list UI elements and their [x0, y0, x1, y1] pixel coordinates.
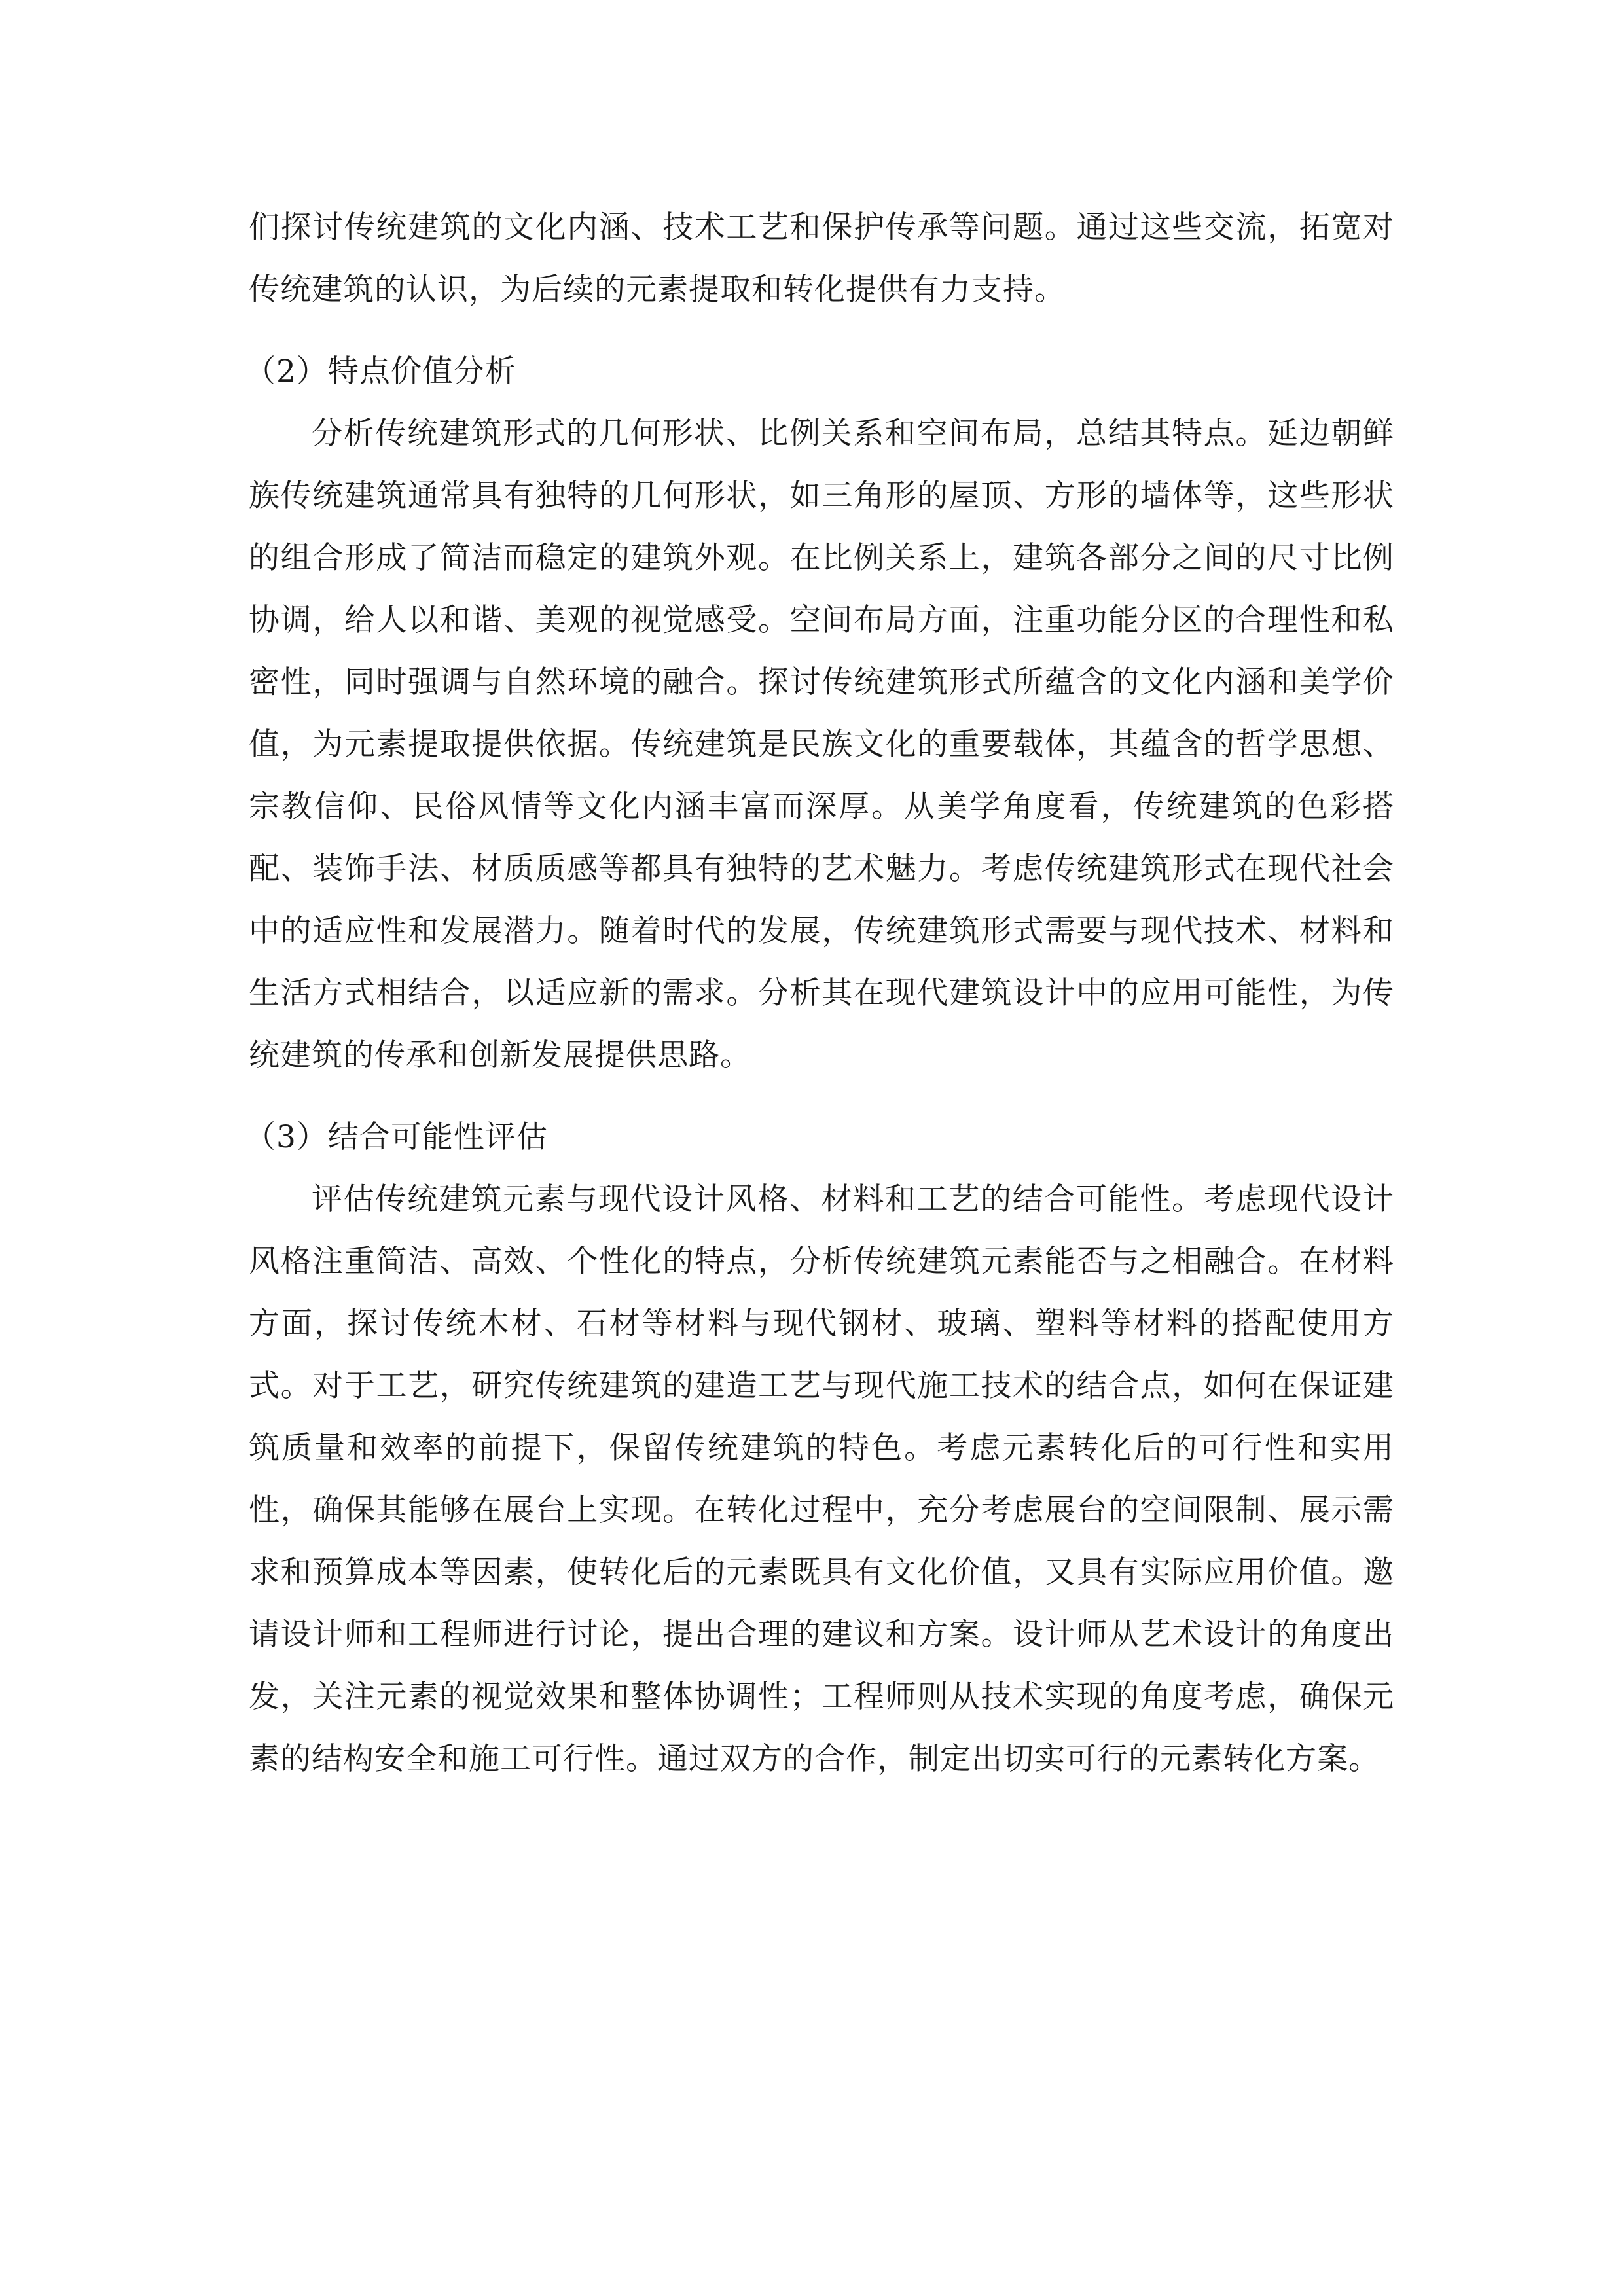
paragraph-combination-evaluation: 评估传统建筑元素与现代设计风格、材料和工艺的结合可能性。考虑现代设计风格注重简洁、高效、个性化的特点，分析传统建筑元素能否与之相融合。在材料方面，探讨传统木材、石材等材料与现代钢材、玻璃、塑料等材料的搭配使用方式。对于工艺，研究传统建筑的建造工艺与现代施工技术的结合点，如何在保证建筑质量和效率的前提下，保留传统建筑的特色。考虑元素转化后的可行性和实用性，确保其能够在展台上实现。在转化过程中，充分考虑展台的空间限制、展示需求和预算成本等因素，使转化后的元素既具有文化价值，又具有实际应用价值。邀请设计师和工程师进行讨论，提出合理的建议和方案。设计师从艺术设计的角度出发，关注元素的视觉效果和整体协调性；工程师则从技术实现的角度考虑，确保元素的结构安全和施工可行性。通过双方的合作，制定出切实可行的元素转化方案。: [249, 1181, 1394, 1777]
paragraph-continuation: 们探讨传统建筑的文化内涵、技术工艺和保护传承等问题。通过这些交流，拓宽对传统建筑的认识，为后续的元素提取和转化提供有力支持。: [249, 209, 1394, 308]
paragraph-feature-value-analysis: 分析传统建筑形式的几何形状、比例关系和空间布局，总结其特点。延边朝鲜族传统建筑通常具有独特的几何形状，如三角形的屋顶、方形的墙体等，这些形状的组合形成了简洁而稳定的建筑外观。在比例关系上，建筑各部分之间的尺寸比例协调，给人以和谐、美观的视觉感受。空间布局方面，注重功能分区的合理性和私密性，同时强调与自然环境的融合。探讨传统建筑形式所蕴含的文化内涵和美学价值，为元素提取提供依据。传统建筑是民族文化的重要载体，其蕴含的哲学思想、宗教信仰、民俗风情等文化内涵丰富而深厚。从美学角度看，传统建筑的色彩搭配、装饰手法、材质质感等都具有独特的艺术魅力。考虑传统建筑形式在现代社会中的适应性和发展潜力。随着时代的发展，传统建筑形式需要与现代技术、材料和生活方式相结合，以适应新的需求。分析其在现代建筑设计中的应用可能性，为传统建筑的传承和创新发展提供思路。: [249, 416, 1394, 1073]
section-heading-3: （3）结合可能性评估: [245, 1119, 548, 1155]
section-heading-2: （2）特点价值分析: [245, 353, 516, 389]
document-body: [245, 196, 1394, 1790]
